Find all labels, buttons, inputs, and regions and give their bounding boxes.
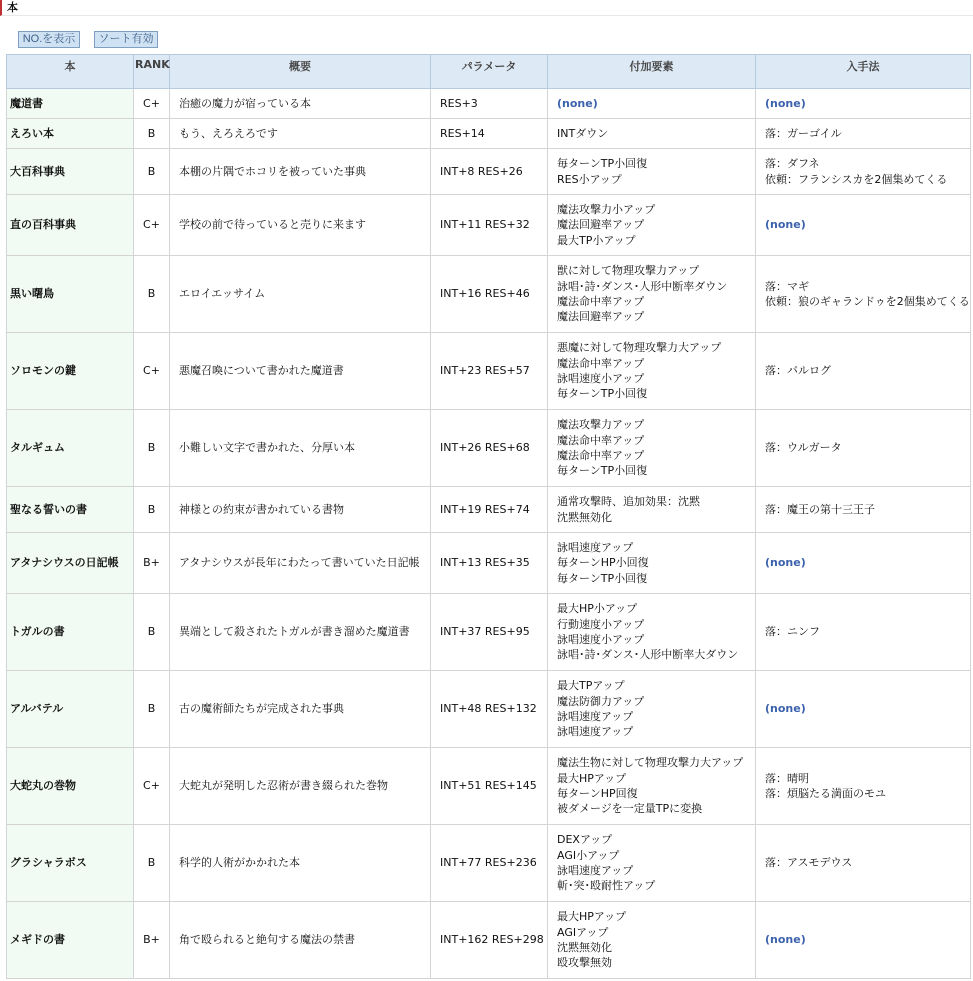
effect-line: 悪魔に対して物理攻撃力大アップ	[557, 341, 722, 355]
page-title: 本	[0, 0, 973, 16]
obtain-cell	[756, 333, 971, 410]
parameter-cell: INT+16 RES+46	[431, 256, 548, 333]
book-name-cell: 大百科事典	[7, 149, 134, 195]
obtain-line: 落：ニンフ	[765, 625, 820, 639]
column-header-summary[interactable]: 概要	[170, 55, 431, 89]
effect-line: 魔法攻撃力小アップ	[557, 202, 656, 216]
obtain-line: 落：魔王の第十三王子	[765, 502, 875, 516]
summary-cell: 大蛇丸が発明した忍術が書き綴られた巻物	[170, 748, 431, 825]
effect-line: 通常攻撃時、追加効果：沈黙	[557, 495, 700, 509]
effects-cell	[548, 89, 756, 119]
obtain-line: (none)	[765, 933, 806, 947]
effect-line: 詠唱速度アップ	[557, 540, 634, 554]
book-name-cell: トガルの書	[7, 594, 134, 671]
column-header-parameter[interactable]: パラメータ	[431, 55, 548, 89]
table-row	[7, 594, 971, 671]
effects-cell	[548, 902, 756, 979]
obtain-cell	[756, 487, 971, 533]
effect-line: AGI小アップ	[557, 848, 620, 862]
effect-line: 行動速度小アップ	[557, 617, 645, 631]
effect-line: 毎ターンHP回復	[557, 787, 638, 800]
table-row	[7, 119, 971, 149]
effect-line: 魔法命中率アップ	[557, 449, 645, 462]
effect-line: 斬･突･殴耐性アップ	[557, 879, 656, 893]
effect-line: 毎ターンHP小回復	[557, 556, 649, 570]
parameter-cell: INT+77 RES+236	[431, 825, 548, 902]
rank-cell: B+	[134, 902, 170, 979]
summary-cell: エロイエッサイム	[170, 256, 431, 333]
obtain-cell	[756, 256, 971, 333]
table-row	[7, 195, 971, 256]
effect-line: 詠唱速度アップ	[557, 725, 634, 739]
effect-line: 獣に対して物理攻撃力アップ	[557, 264, 700, 278]
effect-line: 魔法防御力アップ	[557, 694, 645, 708]
book-name-cell: えろい本	[7, 119, 134, 149]
book-name-cell: ソロモンの鍵	[7, 333, 134, 410]
obtain-cell	[756, 195, 971, 256]
obtain-line: 落：ウルガータ	[765, 441, 842, 455]
table-row	[7, 410, 971, 487]
parameter-cell: INT+19 RES+74	[431, 487, 548, 533]
effect-line: 詠唱速度小アップ	[557, 372, 645, 385]
effect-line: INTダウン	[557, 126, 609, 140]
effect-line: 詠唱･詩･ダンス･人形中断率ダウン	[557, 279, 728, 293]
effect-line: 最大HPアップ	[557, 771, 627, 785]
parameter-cell: INT+162 RES+298	[431, 902, 548, 979]
effect-line: 詠唱速度小アップ	[557, 633, 645, 646]
obtain-line: (none)	[765, 218, 806, 232]
obtain-cell	[756, 594, 971, 671]
obtain-line: 落：バルログ	[765, 364, 831, 378]
summary-cell: もう、えろえろです	[170, 119, 431, 149]
rank-cell: B	[134, 410, 170, 487]
effects-cell	[548, 333, 756, 410]
obtain-cell	[756, 89, 971, 119]
summary-cell: 小難しい文字で書かれた、分厚い本	[170, 410, 431, 487]
rank-cell: B	[134, 119, 170, 149]
effect-line: (none)	[557, 96, 598, 110]
effect-line: 魔法回避率アップ	[557, 310, 645, 324]
obtain-line: 落：ガーゴイル	[765, 126, 842, 140]
parameter-cell: INT+26 RES+68	[431, 410, 548, 487]
summary-cell: 角で殴られると絶句する魔法の禁書	[170, 902, 431, 979]
obtain-cell	[756, 533, 971, 594]
rank-cell: B	[134, 671, 170, 748]
summary-cell: 治癒の魔力が宿っている本	[170, 89, 431, 119]
obtain-cell	[756, 149, 971, 195]
rank-cell: B+	[134, 533, 170, 594]
table-row	[7, 487, 971, 533]
column-header-obtain[interactable]: 入手法	[756, 55, 971, 89]
rank-cell: C+	[134, 195, 170, 256]
obtain-line: 落：アスモデウス	[765, 856, 853, 870]
table-row	[7, 748, 971, 825]
effect-line: 毎ターンTP小回復	[557, 157, 648, 171]
effect-line: 魔法命中率アップ	[557, 356, 645, 370]
book-name-cell: 魔道書	[7, 89, 134, 119]
effects-cell	[548, 825, 756, 902]
book-name-cell: メギドの書	[7, 902, 134, 979]
book-name-cell: 黒い曙鳥	[7, 256, 134, 333]
table-row	[7, 333, 971, 410]
effect-line: AGIアップ	[557, 925, 609, 939]
rank-cell: C+	[134, 748, 170, 825]
obtain-line: 落：ダフネ	[765, 157, 820, 171]
summary-cell: 学校の前で待っていると売りに来ます	[170, 195, 431, 256]
effect-line: 被ダメージを一定量TPに変換	[557, 802, 703, 816]
obtain-cell	[756, 902, 971, 979]
book-name-cell: 大蛇丸の巻物	[7, 748, 134, 825]
obtain-line: 落：煩脳たる満面のモユ	[765, 787, 886, 800]
effects-cell	[548, 671, 756, 748]
effect-line: RES小アップ	[557, 172, 622, 186]
book-name-cell: アルバテル	[7, 671, 134, 748]
obtain-line: 落：晴明	[765, 771, 809, 785]
rank-cell: B	[134, 256, 170, 333]
effects-cell	[548, 533, 756, 594]
obtain-cell	[756, 671, 971, 748]
book-name-cell: グラシャラボス	[7, 825, 134, 902]
book-name-cell: 直の百科事典	[7, 195, 134, 256]
parameter-cell: INT+37 RES+95	[431, 594, 548, 671]
obtain-line: 落：マギ	[765, 279, 809, 293]
obtain-line: (none)	[765, 556, 806, 570]
column-header-book[interactable]: 本	[7, 55, 134, 89]
summary-cell: 神様との約束が書かれている書物	[170, 487, 431, 533]
effect-line: 魔法生物に対して物理攻撃力大アップ	[557, 756, 744, 770]
summary-cell: 本棚の片隅でホコリを被っていた事典	[170, 149, 431, 195]
effects-cell	[548, 256, 756, 333]
parameter-cell: RES+3	[431, 89, 548, 119]
rank-cell: B	[134, 149, 170, 195]
effects-cell	[548, 195, 756, 256]
effect-line: 毎ターンTP小回復	[557, 464, 648, 478]
effect-line: 毎ターンTP小回復	[557, 387, 648, 401]
parameter-cell: INT+51 RES+145	[431, 748, 548, 825]
rank-cell: B	[134, 594, 170, 671]
book-name-cell: タルギュム	[7, 410, 134, 487]
parameter-cell: INT+48 RES+132	[431, 671, 548, 748]
rank-cell: B	[134, 825, 170, 902]
parameter-cell: INT+23 RES+57	[431, 333, 548, 410]
table-row	[7, 256, 971, 333]
effect-line: 毎ターンTP小回復	[557, 571, 648, 585]
obtain-line: (none)	[765, 702, 806, 716]
effect-line: 魔法攻撃力アップ	[557, 418, 645, 432]
effects-cell	[548, 487, 756, 533]
summary-cell: 古の魔術師たちが完成された事典	[170, 671, 431, 748]
summary-cell: 科学的人術がかかれた本	[170, 825, 431, 902]
parameter-cell: INT+8 RES+26	[431, 149, 548, 195]
rank-cell: B	[134, 487, 170, 533]
book-name-cell: アタナシウスの日記帳	[7, 533, 134, 594]
obtain-cell	[756, 748, 971, 825]
effect-line: DEXアップ	[557, 833, 613, 847]
effect-line: 最大HPアップ	[557, 910, 627, 924]
effect-line: 殴攻撃無効	[557, 956, 612, 970]
column-header-effects[interactable]: 付加要素	[548, 55, 756, 89]
effect-line: 詠唱速度アップ	[557, 710, 634, 723]
obtain-cell	[756, 119, 971, 149]
effects-cell	[548, 149, 756, 195]
table-header-row	[7, 55, 971, 89]
obtain-line: (none)	[765, 96, 806, 110]
effects-cell	[548, 748, 756, 825]
parameter-cell: INT+11 RES+32	[431, 195, 548, 256]
obtain-cell	[756, 825, 971, 902]
parameter-cell: RES+14	[431, 119, 548, 149]
effects-cell	[548, 119, 756, 149]
effect-line: 詠唱･詩･ダンス･人形中断率大ダウン	[557, 648, 739, 662]
table-row	[7, 671, 971, 748]
table-row	[7, 533, 971, 594]
rank-cell: C+	[134, 89, 170, 119]
table-row	[7, 825, 971, 902]
effect-line: 沈黙無効化	[557, 941, 612, 954]
book-table	[6, 54, 971, 979]
effect-line: 最大TPアップ	[557, 679, 625, 693]
summary-cell: 異端として殺されたトガルが書き溜めた魔道書	[170, 594, 431, 671]
effect-line: 詠唱速度アップ	[557, 864, 634, 877]
rank-cell: C+	[134, 333, 170, 410]
summary-cell: 悪魔召喚について書かれた魔道書	[170, 333, 431, 410]
effect-line: 沈黙無効化	[557, 510, 612, 524]
obtain-line: 依頼：フランシスカを2個集めてくる	[765, 172, 948, 186]
enable-sort-button[interactable]: ソート有効	[94, 31, 158, 48]
effect-line: 魔法命中率アップ	[557, 295, 645, 308]
show-number-button[interactable]: NO.を表示	[18, 31, 80, 48]
obtain-line: 依頼：狼のギャランドゥを2個集めてくる	[765, 295, 970, 308]
table-row	[7, 89, 971, 119]
effect-line: 魔法命中率アップ	[557, 433, 645, 447]
column-header-rank[interactable]: RANK	[134, 55, 170, 89]
summary-cell: アタナシウスが長年にわたって書いていた日記帳	[170, 533, 431, 594]
effect-line: 最大TP小アップ	[557, 233, 636, 247]
effect-line: 魔法回避率アップ	[557, 218, 645, 232]
table-row	[7, 149, 971, 195]
obtain-cell	[756, 410, 971, 487]
effects-cell	[548, 410, 756, 487]
parameter-cell: INT+13 RES+35	[431, 533, 548, 594]
effects-cell	[548, 594, 756, 671]
book-name-cell: 聖なる誓いの書	[7, 487, 134, 533]
table-row	[7, 902, 971, 979]
effect-line: 最大HP小アップ	[557, 602, 638, 616]
